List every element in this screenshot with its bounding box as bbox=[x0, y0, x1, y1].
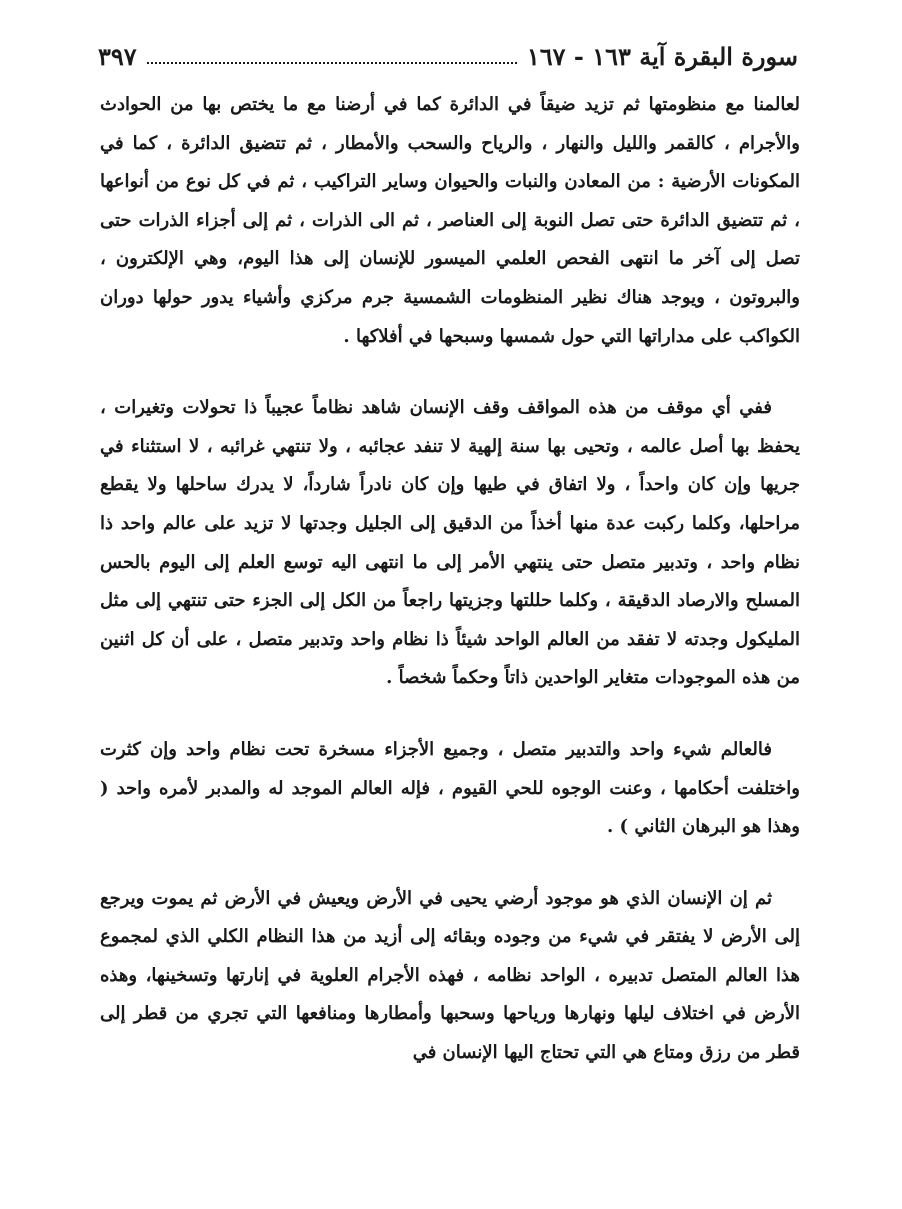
paragraph-4: ثم إن الإنسان الذي هو موجود أرضي يحيى في الأرض ويعيش في الأرض ثم يموت ويرجع إلى الأرض لا يفتقر في شيء من وجوده وبقائه إلى أزيد من هذا النظام الكلي الذي لمجموع هذا العالم المتصل تدبيره ، الواحد نظامه ، فهذه الأجرام العلوية في إنارتها وتسخينها، وهذه الأرض في اختلاف ليلها ونهارها ورياحها وسحبها وأمطارها ومنافعها التي تجري من قطر إلى قطر من رزق ومتاع هي التي تحتاج اليها الإنسان في bbox=[100, 887, 800, 1064]
header-dotted-leader bbox=[147, 60, 517, 64]
running-header bbox=[98, 34, 798, 78]
page-body bbox=[100, 86, 800, 1073]
running-title: سورة البقرة آية ١٦٣ - ١٦٧ bbox=[526, 41, 798, 71]
paragraph-3: فالعالم شيء واحد والتدبير متصل ، وجميع الأجزاء مسخرة تحت نظام واحد وإن كثرت واختلفت أحكامها ، وعنت الوجوه للحي القيوم ، فإله العالم الموجد له والمدبر لأمره واحد ( وهذا هو البرهان الثاني ) . bbox=[100, 738, 800, 838]
page-number: ٣٩٧ bbox=[98, 41, 137, 71]
paragraph-2: ففي أي موقف من هذه المواقف وقف الإنسان شاهد نظاماً عجيباً ذا تحولات وتغيرات ، يحفظ بها أصل عالمه ، وتحيى بها سنة إلهية لا تنفد عجائبه ، ولا تنتهي غرائبه ، لا استثناء في جريها وإن كان واحداً ، ولا اتفاق في طيها وإن كان نادراً شارداً، لا يدرك ساحلها ولا يقطع مراحلها، وكلما ركبت عدة منها أخذاً من الدقيق إلى الجليل وجدتها لا تزيد على عالم واحد ذا نظام واحد ، وتدبير متصل حتى ينتهي الأمر إلى ما انتهى اليه توسع العلم إلى اليوم بالحس المسلح والارصاد الدقيقة ، وكلما حللتها وجزيتها راجعاً من الكل إلى الجزء حتى تنتهي إلى مثل المليكول وجدته لا تفقد من العالم الواحد شيئاً ذا نظام واحد وتدبير متصل ، على أن كل اثنين من هذه الموجودات متغاير الواحدين ذاتاً وحكماً شخصاً . bbox=[100, 397, 800, 689]
paragraph-1: لعالمنا مع منظومتها ثم تزيد ضيقاً في الدائرة كما في أرضنا مع ما يختص بها من الحوادث والأجرام ، كالقمر والليل والنهار ، والرياح والسحب والأمطار ، ثم تتضيق الدائرة ، كما في المكونات الأرضية : من المعادن والنبات والحيوان وساير التراكيب ، ثم في كل نوع من أنواعها ، ثم تتضيق الدائرة حتى تصل النوبة إلى العناصر ، ثم الى الذرات ، ثم إلى أجزاء الذرات حتى تصل إلى آخر ما انتهى الفحص العلمي الميسور للإنسان إلى هذا اليوم، وهي الإلكترون ، والبروتون ، ويوجد هناك نظير المنظومات الشمسية جرم مركزي وأشياء يدور حولها دوران الكواكب على مداراتها التي حول شمسها وسبحها في أفلاكها . bbox=[100, 94, 800, 347]
